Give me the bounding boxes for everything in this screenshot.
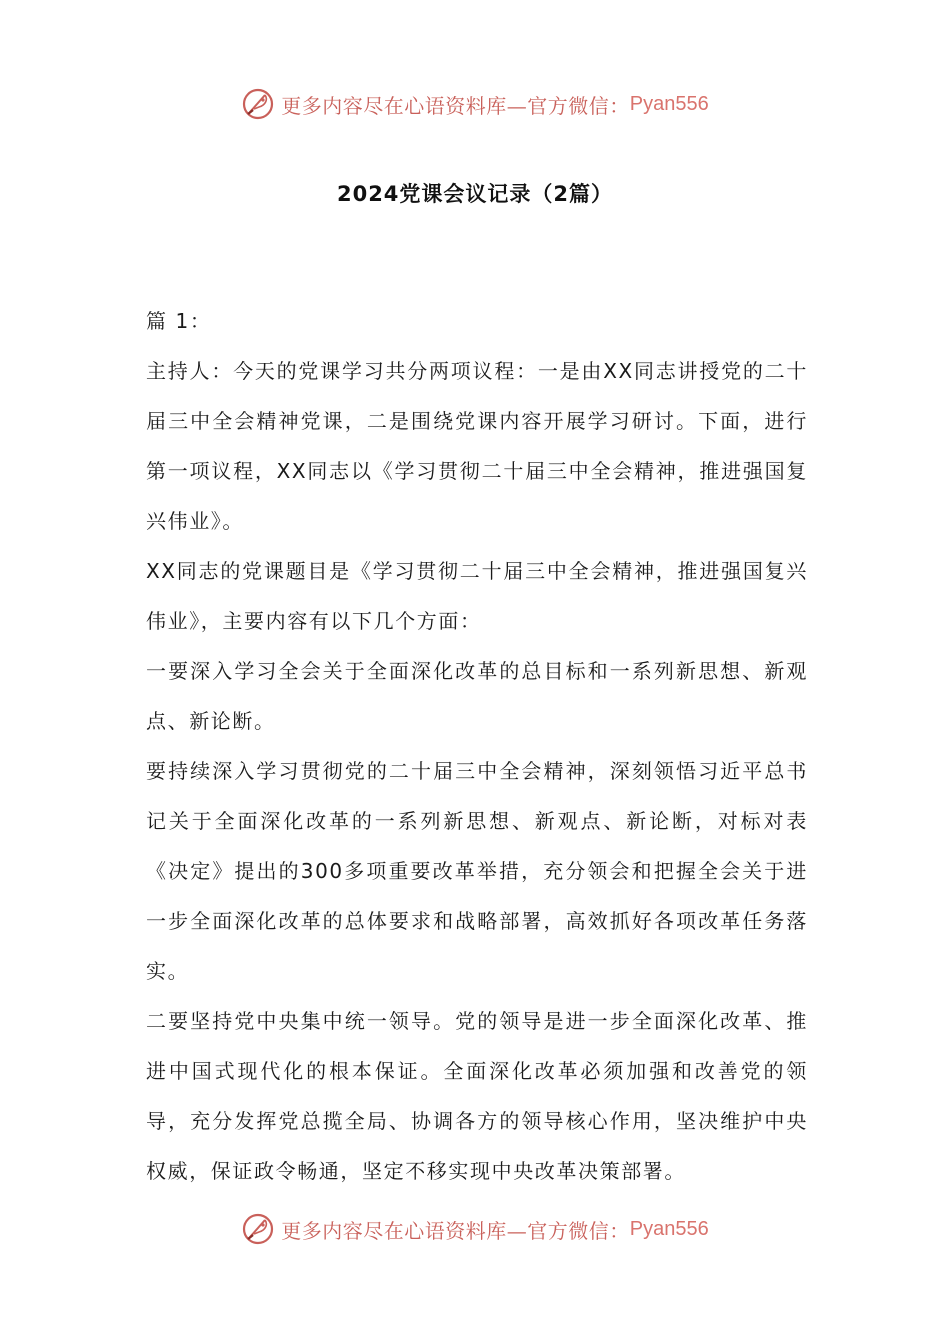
document-title: 2024党课会议记录（2篇） [336, 182, 614, 206]
watermark-text: 更多内容尽在心语资料库—官方微信： [281, 1218, 630, 1243]
quill-logo-icon [241, 87, 275, 121]
section-label: 篇 1： [146, 309, 212, 333]
paragraph: 要持续深入学习贯彻党的二十届三中全会精神，深刻领悟习近平总书记关于全面深化改革的一系列新思想、新观点、新论断，对标对表《决定》提出的300多项重要改革举措，充分领会和把握全会关于进一步全面深化改革的总体要求和战略部署，高效抓好各项改革任务落实。 [146, 759, 808, 983]
quill-logo-icon [241, 1212, 275, 1246]
watermark-wechat-id: Pyan556 [629, 92, 709, 115]
watermark-footer [0, 1209, 950, 1249]
paragraph: 二要坚持党中央集中统一领导。党的领导是进一步全面深化改革、推进中国式现代化的根本保证。全面深化改革必须加强和改善党的领导，充分发挥党总揽全局、协调各方的领导核心作用，坚决维护中央权威，保证政令畅通，坚定不移实现中央改革决策部署。 [146, 1009, 808, 1183]
watermark-header [0, 84, 950, 124]
document-body [146, 296, 808, 1196]
watermark-text: 更多内容尽在心语资料库—官方微信： [281, 93, 630, 118]
paragraph: 主持人：今天的党课学习共分两项议程：一是由XX同志讲授党的二十届三中全会精神党课，二是围绕党课内容开展学习研讨。下面，进行第一项议程，XX同志以《学习贯彻二十届三中全会精神，推进强国复兴伟业》。 [146, 359, 808, 533]
watermark-wechat-id: Pyan556 [629, 1217, 709, 1240]
paragraph: XX同志的党课题目是《学习贯彻二十届三中全会精神，推进强国复兴伟业》，主要内容有以下几个方面： [146, 559, 808, 633]
paragraph: 一要深入学习全会关于全面深化改革的总目标和一系列新思想、新观点、新论断。 [146, 659, 808, 733]
